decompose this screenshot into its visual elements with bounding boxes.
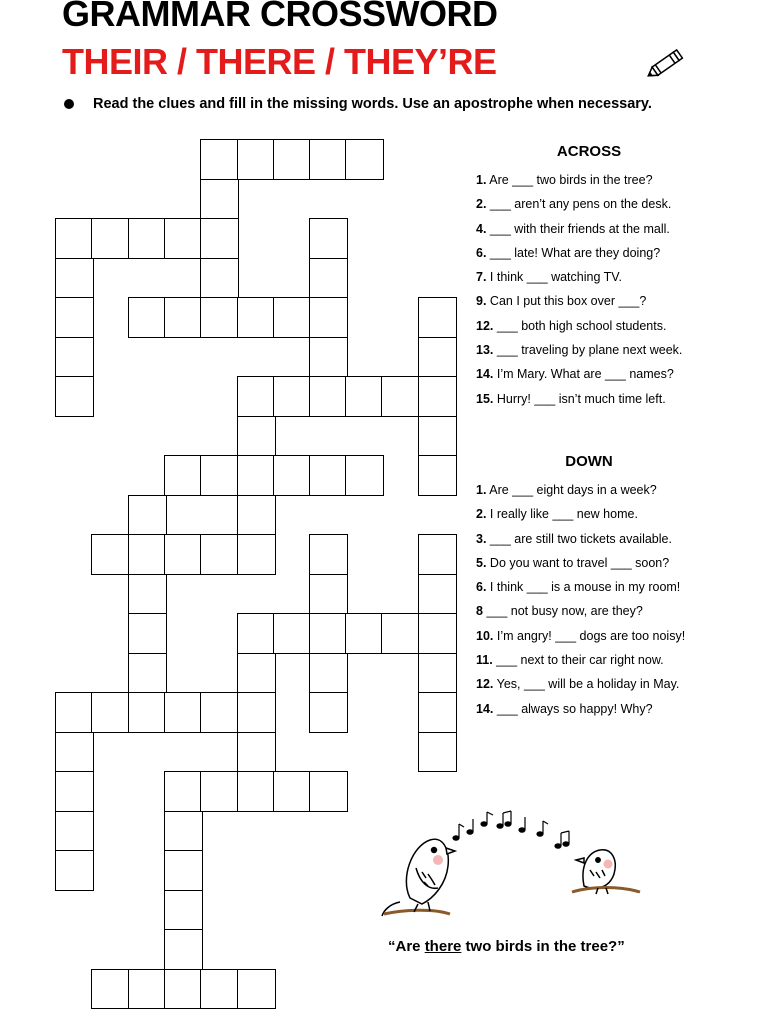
- crossword-cell[interactable]: [418, 416, 457, 457]
- crossword-cell[interactable]: [418, 534, 457, 575]
- clue-text: ___ next to their car right now.: [496, 653, 664, 668]
- clue-number: 6.: [476, 245, 487, 260]
- clue-text: Can I put this box over ___?: [489, 294, 647, 309]
- across-clue: [476, 170, 682, 194]
- crossword-cell[interactable]: [237, 534, 276, 575]
- down-clue: [476, 529, 685, 553]
- clue-text: ___ aren’t any pens on the desk.: [489, 197, 672, 212]
- across-heading: ACROSS: [556, 143, 622, 160]
- crossword-cell[interactable]: [418, 297, 457, 338]
- caption: [388, 938, 625, 955]
- crossword-cell[interactable]: [200, 534, 239, 575]
- clue-number: 2.: [476, 507, 487, 522]
- instructions: Read the clues and fill in the missing words. Use an apostrophe when necessary.: [93, 96, 652, 112]
- across-clue: [476, 194, 682, 218]
- down-clue: [476, 480, 685, 504]
- down-clue: [476, 626, 685, 650]
- crossword-cell[interactable]: [309, 534, 348, 575]
- crossword-cell[interactable]: [237, 376, 276, 417]
- clue-number: 7.: [476, 270, 487, 285]
- caption-after: two birds in the tree?”: [461, 938, 625, 955]
- down-heading: DOWN: [565, 453, 613, 470]
- crossword-cell[interactable]: [164, 218, 203, 259]
- clue-number: 10.: [476, 628, 494, 643]
- down-clue: [476, 674, 685, 698]
- page-subtitle: THEIR / THERE / THEY’RE: [62, 41, 497, 82]
- clue-text: ___ not busy now, are they?: [486, 604, 643, 619]
- clue-number: 9.: [476, 294, 487, 309]
- down-clue: [476, 601, 685, 625]
- crossword-cell[interactable]: [164, 455, 203, 496]
- down-clue: [476, 650, 685, 674]
- across-clue: [476, 316, 682, 340]
- clue-number: 13.: [476, 343, 494, 358]
- down-clue: [476, 699, 685, 723]
- crossword-cell[interactable]: [309, 376, 348, 417]
- crossword-cell[interactable]: [55, 771, 94, 812]
- clue-text: I really like ___ new home.: [489, 507, 638, 522]
- crossword-cell[interactable]: [128, 613, 167, 654]
- crossword-cell[interactable]: [309, 218, 348, 259]
- clue-number: 6.: [476, 580, 487, 595]
- crossword-cell[interactable]: [91, 969, 130, 1010]
- crossword-cell[interactable]: [418, 732, 457, 773]
- crossword-cell[interactable]: [418, 692, 457, 733]
- crossword-cell[interactable]: [273, 455, 312, 496]
- down-clue: [476, 553, 685, 577]
- clue-text: Are ___ two birds in the tree?: [489, 173, 653, 187]
- across-clue: [476, 291, 682, 315]
- clue-number: 1.: [476, 483, 487, 497]
- clue-text: I think ___ is a mouse in my room!: [489, 580, 681, 595]
- crossword-cell[interactable]: [309, 455, 348, 496]
- clue-text: ___ with their friends at the mall.: [489, 221, 670, 236]
- clue-number: 15.: [476, 391, 494, 406]
- crossword-cell[interactable]: [273, 139, 312, 180]
- caption-underlined-word: there: [424, 938, 462, 955]
- crossword-cell[interactable]: [237, 495, 276, 536]
- clue-number: 14.: [476, 367, 494, 382]
- clue-text: Do you want to travel ___ soon?: [489, 555, 670, 570]
- pencil-icon: [644, 46, 690, 82]
- crossword-cell[interactable]: [128, 218, 167, 259]
- crossword-cell[interactable]: [237, 416, 276, 457]
- crossword-cell[interactable]: [200, 771, 239, 812]
- crossword-cell[interactable]: [91, 534, 130, 575]
- crossword-cell[interactable]: [128, 653, 167, 694]
- crossword-cell[interactable]: [200, 218, 239, 259]
- clue-text: I’m Mary. What are ___ names?: [496, 367, 674, 382]
- crossword-cell[interactable]: [273, 613, 312, 654]
- left-bird-icon: [382, 839, 455, 916]
- music-notes-icon: [453, 811, 569, 848]
- crossword-cell[interactable]: [128, 534, 167, 575]
- crossword-cell[interactable]: [55, 337, 94, 378]
- crossword-cell[interactable]: [381, 613, 420, 654]
- crossword-cell[interactable]: [164, 850, 203, 891]
- crossword-cell[interactable]: [128, 692, 167, 733]
- clue-text: ___ both high school students.: [496, 318, 667, 333]
- crossword-cell[interactable]: [128, 297, 167, 338]
- clue-number: 4.: [476, 221, 487, 236]
- crossword-cell[interactable]: [418, 455, 457, 496]
- crossword-cell[interactable]: [309, 337, 348, 378]
- crossword-cell[interactable]: [309, 139, 348, 180]
- crossword-cell[interactable]: [164, 692, 203, 733]
- crossword-cell[interactable]: [237, 969, 276, 1010]
- clue-text: I’m angry! ___ dogs are too noisy!: [496, 628, 686, 643]
- crossword-cell[interactable]: [309, 613, 348, 654]
- crossword-cell[interactable]: [164, 811, 203, 852]
- crossword-cell[interactable]: [128, 574, 167, 615]
- crossword-cell[interactable]: [55, 692, 94, 733]
- clue-text: ___ traveling by plane next week.: [496, 343, 683, 358]
- clue-text: ___ are still two tickets available.: [489, 531, 672, 546]
- crossword-cell[interactable]: [309, 574, 348, 615]
- crossword-cell[interactable]: [200, 179, 239, 220]
- crossword-cell[interactable]: [128, 969, 167, 1010]
- across-clue: [476, 364, 682, 388]
- crossword-cell[interactable]: [164, 771, 203, 812]
- crossword-cell[interactable]: [164, 297, 203, 338]
- crossword-cell[interactable]: [309, 258, 348, 299]
- crossword-cell[interactable]: [55, 258, 94, 299]
- crossword-cell[interactable]: [381, 376, 420, 417]
- crossword-cell[interactable]: [55, 376, 94, 417]
- clue-number: 12.: [476, 677, 494, 692]
- crossword-cell[interactable]: [345, 455, 384, 496]
- clue-number: 14.: [476, 701, 494, 716]
- crossword-cell[interactable]: [55, 850, 94, 891]
- crossword-cell[interactable]: [418, 653, 457, 694]
- crossword-cell[interactable]: [237, 771, 276, 812]
- across-clue: [476, 267, 682, 291]
- crossword-cell[interactable]: [237, 455, 276, 496]
- crossword-cell[interactable]: [418, 376, 457, 417]
- crossword-cell[interactable]: [55, 732, 94, 773]
- crossword-cell[interactable]: [55, 218, 94, 259]
- crossword-cell[interactable]: [418, 613, 457, 654]
- crossword-cell[interactable]: [345, 139, 384, 180]
- crossword-cell[interactable]: [200, 297, 239, 338]
- crossword-cell[interactable]: [164, 890, 203, 931]
- crossword-cell[interactable]: [237, 297, 276, 338]
- crossword-cell[interactable]: [200, 969, 239, 1010]
- crossword-cell[interactable]: [200, 455, 239, 496]
- clue-number: 2.: [476, 197, 487, 212]
- crossword-cell[interactable]: [237, 613, 276, 654]
- right-bird-icon: [572, 850, 640, 894]
- crossword-cell[interactable]: [237, 653, 276, 694]
- crossword-cell[interactable]: [55, 811, 94, 852]
- across-clue-list: [476, 170, 682, 413]
- crossword-cell[interactable]: [55, 297, 94, 338]
- clue-number: 11.: [476, 653, 493, 668]
- across-clue: [476, 243, 682, 267]
- across-clue: [476, 389, 682, 413]
- clue-text: I think ___ watching TV.: [489, 270, 622, 285]
- crossword-cell[interactable]: [237, 139, 276, 180]
- crossword-cell[interactable]: [273, 297, 312, 338]
- crossword-cell[interactable]: [345, 376, 384, 417]
- crossword-cell[interactable]: [91, 692, 130, 733]
- crossword-cell[interactable]: [200, 692, 239, 733]
- clue-number: 12.: [476, 318, 494, 333]
- crossword-cell[interactable]: [200, 139, 239, 180]
- across-clue: [476, 219, 682, 243]
- page-title: GRAMMAR CROSSWORD: [62, 0, 498, 34]
- clue-text: Hurry! ___ isn’t much time left.: [496, 391, 666, 406]
- clue-text: ___ late! What are they doing?: [489, 245, 661, 260]
- clue-text: ___ always so happy! Why?: [496, 701, 653, 716]
- crossword-cell[interactable]: [309, 297, 348, 338]
- clue-number: 3.: [476, 531, 487, 546]
- crossword-cell[interactable]: [309, 653, 348, 694]
- crossword-cell[interactable]: [418, 337, 457, 378]
- crossword-cell[interactable]: [164, 534, 203, 575]
- clue-text: Are ___ eight days in a week?: [489, 483, 657, 497]
- crossword-cell[interactable]: [128, 495, 167, 536]
- crossword-cell[interactable]: [345, 613, 384, 654]
- crossword-cell[interactable]: [273, 771, 312, 812]
- crossword-cell[interactable]: [164, 969, 203, 1010]
- crossword-cell[interactable]: [237, 692, 276, 733]
- clue-number: 1.: [476, 173, 487, 187]
- caption-before: “Are: [388, 938, 425, 955]
- birds-illustration: [372, 808, 672, 924]
- clue-text: Yes, ___ will be a holiday in May.: [496, 677, 680, 692]
- crossword-cell[interactable]: [309, 771, 348, 812]
- crossword-cell[interactable]: [418, 574, 457, 615]
- crossword-cell[interactable]: [273, 376, 312, 417]
- clue-number: 5.: [476, 555, 487, 570]
- clue-number: 8: [476, 604, 483, 619]
- crossword-cell[interactable]: [164, 929, 203, 970]
- across-clue: [476, 340, 682, 364]
- crossword-cell[interactable]: [200, 258, 239, 299]
- down-clue: [476, 577, 685, 601]
- down-clue: [476, 504, 685, 528]
- crossword-cell[interactable]: [237, 732, 276, 773]
- crossword-cell[interactable]: [309, 692, 348, 733]
- down-clue-list: [476, 480, 685, 723]
- crossword-cell[interactable]: [91, 218, 130, 259]
